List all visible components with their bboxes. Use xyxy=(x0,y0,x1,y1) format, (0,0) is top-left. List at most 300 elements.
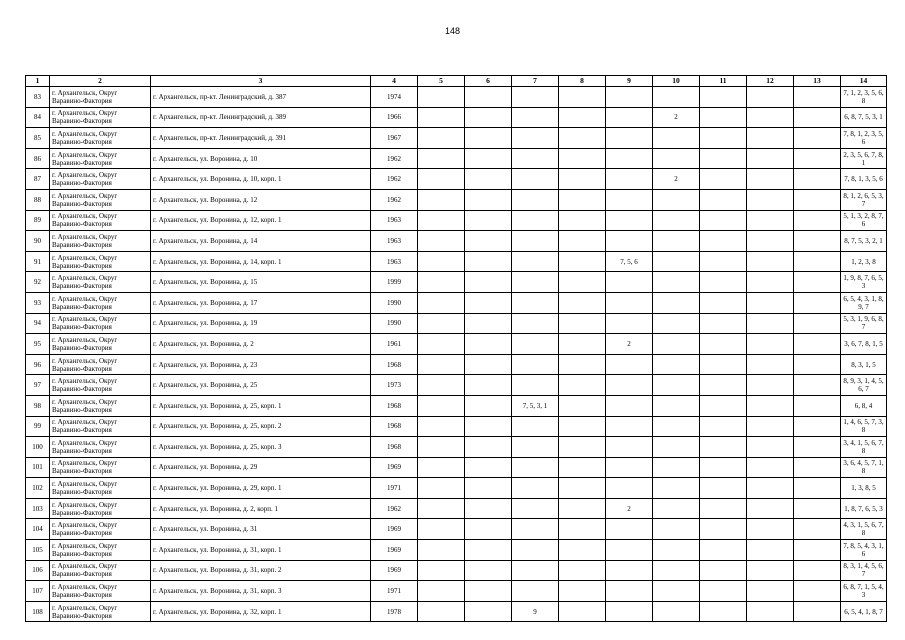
table-cell-col-11 xyxy=(700,251,747,272)
table-cell-col-8 xyxy=(559,231,606,252)
table-cell-col-13 xyxy=(794,519,841,540)
table-cell-col-4: 1969 xyxy=(371,540,418,561)
table-cell-col-9 xyxy=(606,457,653,478)
page-number: 148 xyxy=(444,26,461,36)
table-cell-col-11 xyxy=(700,148,747,169)
table-cell-col-2: г. Архангельск, Округ Варавино-Фактория xyxy=(50,498,151,519)
table-cell-col-7 xyxy=(512,519,559,540)
table-cell-col-4: 1962 xyxy=(371,498,418,519)
column-header-7: 7 xyxy=(512,76,559,87)
table-cell-col-6 xyxy=(465,292,512,313)
table-cell-col-9: 2 xyxy=(606,498,653,519)
table-cell-col-10 xyxy=(653,601,700,622)
column-header-4: 4 xyxy=(371,76,418,87)
table-cell-col-10 xyxy=(653,334,700,355)
table-cell-col-6 xyxy=(465,601,512,622)
table-cell-col-8 xyxy=(559,313,606,334)
table-row xyxy=(26,416,887,437)
table-cell-col-2: г. Архангельск, Округ Варавино-Фактория xyxy=(50,560,151,581)
table-cell-col-9 xyxy=(606,107,653,128)
table-cell-col-7 xyxy=(512,498,559,519)
table-cell-col-11 xyxy=(700,313,747,334)
table-row xyxy=(26,87,887,108)
table-row xyxy=(26,519,887,540)
table-cell-col-3: г. Архангельск, ул. Воронина, д. 2 xyxy=(151,334,371,355)
table-cell-col-9 xyxy=(606,601,653,622)
table-cell-col-9 xyxy=(606,416,653,437)
table-cell-col-1: 99 xyxy=(26,416,50,437)
header-row xyxy=(26,76,887,87)
table-cell-col-10 xyxy=(653,148,700,169)
table-cell-col-9 xyxy=(606,395,653,416)
table-cell-col-12 xyxy=(747,540,794,561)
table-cell-col-14: 3, 6, 4, 5, 7, 1, 8 xyxy=(841,457,887,478)
table-cell-col-6 xyxy=(465,478,512,499)
table-cell-col-1: 84 xyxy=(26,107,50,128)
table-cell-col-8 xyxy=(559,189,606,210)
table-cell-col-11 xyxy=(700,334,747,355)
table-cell-col-10: 2 xyxy=(653,107,700,128)
table-cell-col-7 xyxy=(512,354,559,375)
table-cell-col-10 xyxy=(653,87,700,108)
table-cell-col-11 xyxy=(700,601,747,622)
table-cell-col-1: 92 xyxy=(26,272,50,293)
table-cell-col-10 xyxy=(653,519,700,540)
table-cell-col-11 xyxy=(700,395,747,416)
table-cell-col-7 xyxy=(512,189,559,210)
table-cell-col-10 xyxy=(653,498,700,519)
table-cell-col-4: 1961 xyxy=(371,334,418,355)
table-cell-col-3: г. Архангельск, ул. Воронина, д. 14, корп. 1 xyxy=(151,251,371,272)
table-cell-col-2: г. Архангельск, Округ Варавино-Фактория xyxy=(50,107,151,128)
table-cell-col-12 xyxy=(747,334,794,355)
table-cell-col-3: г. Архангельск, ул. Воронина, д. 31, корп. 3 xyxy=(151,581,371,602)
table-cell-col-13 xyxy=(794,560,841,581)
table-cell-col-10 xyxy=(653,560,700,581)
table-cell-col-13 xyxy=(794,169,841,190)
table-cell-col-13 xyxy=(794,457,841,478)
table-cell-col-4: 1962 xyxy=(371,189,418,210)
table-cell-col-10 xyxy=(653,210,700,231)
table-row xyxy=(26,148,887,169)
table-cell-col-14: 1, 9, 8, 7, 6, 5, 3 xyxy=(841,272,887,293)
table-cell-col-7 xyxy=(512,292,559,313)
table-cell-col-7: 7, 5, 3, 1 xyxy=(512,395,559,416)
table-cell-col-11 xyxy=(700,581,747,602)
table-cell-col-7 xyxy=(512,148,559,169)
table-cell-col-4: 1971 xyxy=(371,478,418,499)
table-cell-col-8 xyxy=(559,251,606,272)
table-cell-col-3: г. Архангельск, ул. Воронина, д. 17 xyxy=(151,292,371,313)
table-cell-col-5 xyxy=(418,395,465,416)
table-cell-col-7: 9 xyxy=(512,601,559,622)
table-cell-col-5 xyxy=(418,375,465,396)
table-cell-col-5 xyxy=(418,519,465,540)
table-cell-col-10: 2 xyxy=(653,169,700,190)
table-cell-col-8 xyxy=(559,375,606,396)
table-cell-col-1: 93 xyxy=(26,292,50,313)
table-cell-col-6 xyxy=(465,498,512,519)
table-cell-col-12 xyxy=(747,581,794,602)
table-cell-col-7 xyxy=(512,375,559,396)
table-cell-col-8 xyxy=(559,354,606,375)
table-cell-col-5 xyxy=(418,292,465,313)
table-cell-col-7 xyxy=(512,87,559,108)
table-cell-col-11 xyxy=(700,354,747,375)
table-cell-col-3: г. Архангельск, ул. Воронина, д. 23 xyxy=(151,354,371,375)
table-cell-col-8 xyxy=(559,128,606,149)
table-cell-col-8 xyxy=(559,210,606,231)
table-cell-col-3: г. Архангельск, пр-кт. Ленинградский, д. 389 xyxy=(151,107,371,128)
table-cell-col-7 xyxy=(512,272,559,293)
table-row xyxy=(26,313,887,334)
table-cell-col-13 xyxy=(794,540,841,561)
table-cell-col-13 xyxy=(794,375,841,396)
table-cell-col-8 xyxy=(559,540,606,561)
table-cell-col-2: г. Архангельск, Округ Варавино-Фактория xyxy=(50,87,151,108)
table-cell-col-4: 1969 xyxy=(371,457,418,478)
table-cell-col-5 xyxy=(418,128,465,149)
table-cell-col-2: г. Архангельск, Округ Варавино-Фактория xyxy=(50,128,151,149)
table-cell-col-5 xyxy=(418,189,465,210)
table-cell-col-10 xyxy=(653,540,700,561)
table-cell-col-6 xyxy=(465,457,512,478)
table-cell-col-13 xyxy=(794,416,841,437)
table-cell-col-10 xyxy=(653,354,700,375)
table-cell-col-9: 7, 5, 6 xyxy=(606,251,653,272)
table-cell-col-1: 87 xyxy=(26,169,50,190)
table-cell-col-2: г. Архангельск, Округ Варавино-Фактория xyxy=(50,354,151,375)
table-row xyxy=(26,601,887,622)
table-cell-col-14: 1, 3, 8, 5 xyxy=(841,478,887,499)
table-cell-col-3: г. Архангельск, ул. Воронина, д. 25, корп. 3 xyxy=(151,437,371,458)
table-cell-col-9 xyxy=(606,87,653,108)
table-cell-col-10 xyxy=(653,189,700,210)
table-cell-col-6 xyxy=(465,519,512,540)
table-cell-col-2: г. Архангельск, Округ Варавино-Фактория xyxy=(50,210,151,231)
table-row xyxy=(26,354,887,375)
table-cell-col-5 xyxy=(418,272,465,293)
table-cell-col-7 xyxy=(512,560,559,581)
table-cell-col-11 xyxy=(700,457,747,478)
table-cell-col-13 xyxy=(794,231,841,252)
table-cell-col-12 xyxy=(747,169,794,190)
table-cell-col-3: г. Архангельск, ул. Воронина, д. 10, корп. 1 xyxy=(151,169,371,190)
table-cell-col-3: г. Архангельск, ул. Воронина, д. 2, корп. 1 xyxy=(151,498,371,519)
table-cell-col-8 xyxy=(559,437,606,458)
table-cell-col-1: 88 xyxy=(26,189,50,210)
table-cell-col-5 xyxy=(418,210,465,231)
table-cell-col-7 xyxy=(512,210,559,231)
table-cell-col-3: г. Архангельск, ул. Воронина, д. 29, корп. 1 xyxy=(151,478,371,499)
table-cell-col-13 xyxy=(794,189,841,210)
table-cell-col-4: 1971 xyxy=(371,581,418,602)
table-cell-col-6 xyxy=(465,189,512,210)
table-cell-col-6 xyxy=(465,334,512,355)
table-cell-col-5 xyxy=(418,581,465,602)
table-cell-col-4: 1990 xyxy=(371,292,418,313)
table-row xyxy=(26,560,887,581)
table-cell-col-11 xyxy=(700,375,747,396)
table-cell-col-14: 6, 8, 4 xyxy=(841,395,887,416)
table-cell-col-11 xyxy=(700,128,747,149)
table-cell-col-12 xyxy=(747,272,794,293)
table-cell-col-14: 7, 8, 1, 2, 3, 5, 6 xyxy=(841,128,887,149)
table-cell-col-6 xyxy=(465,210,512,231)
column-header-6: 6 xyxy=(465,76,512,87)
column-header-10: 10 xyxy=(653,76,700,87)
table-cell-col-2: г. Архангельск, Округ Варавино-Фактория xyxy=(50,540,151,561)
table-cell-col-6 xyxy=(465,87,512,108)
table-cell-col-10 xyxy=(653,457,700,478)
table-cell-col-2: г. Архангельск, Округ Варавино-Фактория xyxy=(50,416,151,437)
table-cell-col-8 xyxy=(559,107,606,128)
table-cell-col-1: 105 xyxy=(26,540,50,561)
table-cell-col-2: г. Архангельск, Округ Варавино-Фактория xyxy=(50,292,151,313)
table-row xyxy=(26,231,887,252)
table-cell-col-3: г. Архангельск, ул. Воронина, д. 12 xyxy=(151,189,371,210)
table-cell-col-1: 96 xyxy=(26,354,50,375)
table-cell-col-1: 97 xyxy=(26,375,50,396)
table-cell-col-5 xyxy=(418,416,465,437)
table-cell-col-11 xyxy=(700,540,747,561)
table-cell-col-8 xyxy=(559,416,606,437)
table-row xyxy=(26,107,887,128)
table-cell-col-6 xyxy=(465,107,512,128)
table-cell-col-2: г. Архангельск, Округ Варавино-Фактория xyxy=(50,251,151,272)
table-cell-col-8 xyxy=(559,478,606,499)
table-cell-col-10 xyxy=(653,231,700,252)
table-cell-col-1: 104 xyxy=(26,519,50,540)
table-cell-col-9 xyxy=(606,210,653,231)
table-cell-col-1: 100 xyxy=(26,437,50,458)
table-cell-col-9 xyxy=(606,519,653,540)
table-cell-col-14: 8, 3, 1, 5 xyxy=(841,354,887,375)
table-cell-col-7 xyxy=(512,478,559,499)
table-cell-col-12 xyxy=(747,128,794,149)
table-cell-col-11 xyxy=(700,437,747,458)
table-cell-col-12 xyxy=(747,560,794,581)
table-cell-col-8 xyxy=(559,560,606,581)
table-cell-col-7 xyxy=(512,251,559,272)
table-cell-col-4: 1968 xyxy=(371,354,418,375)
table-cell-col-13 xyxy=(794,292,841,313)
table-cell-col-11 xyxy=(700,231,747,252)
table-cell-col-4: 1968 xyxy=(371,437,418,458)
table-row xyxy=(26,210,887,231)
table-cell-col-2: г. Архангельск, Округ Варавино-Фактория xyxy=(50,169,151,190)
table-row xyxy=(26,540,887,561)
table-cell-col-3: г. Архангельск, ул. Воронина, д. 31, корп. 1 xyxy=(151,540,371,561)
table-cell-col-8 xyxy=(559,334,606,355)
table-cell-col-11 xyxy=(700,272,747,293)
table-cell-col-13 xyxy=(794,87,841,108)
table-row xyxy=(26,251,887,272)
table-cell-col-7 xyxy=(512,107,559,128)
table-cell-col-9 xyxy=(606,189,653,210)
table-cell-col-7 xyxy=(512,231,559,252)
table-cell-col-2: г. Архангельск, Округ Варавино-Фактория xyxy=(50,313,151,334)
table-cell-col-6 xyxy=(465,169,512,190)
table-cell-col-10 xyxy=(653,251,700,272)
table-cell-col-8 xyxy=(559,292,606,313)
table-cell-col-1: 83 xyxy=(26,87,50,108)
table-cell-col-6 xyxy=(465,581,512,602)
table-cell-col-12 xyxy=(747,498,794,519)
table-cell-col-2: г. Архангельск, Округ Варавино-Фактория xyxy=(50,478,151,499)
table-cell-col-5 xyxy=(418,457,465,478)
table-cell-col-13 xyxy=(794,478,841,499)
table-cell-col-7 xyxy=(512,437,559,458)
table-cell-col-7 xyxy=(512,128,559,149)
table-cell-col-9 xyxy=(606,313,653,334)
table-cell-col-13 xyxy=(794,395,841,416)
table-cell-col-3: г. Архангельск, ул. Воронина, д. 15 xyxy=(151,272,371,293)
table-cell-col-5 xyxy=(418,87,465,108)
table-cell-col-2: г. Архангельск, Округ Варавино-Фактория xyxy=(50,601,151,622)
table-cell-col-12 xyxy=(747,231,794,252)
table-cell-col-10 xyxy=(653,272,700,293)
table-cell-col-14: 6, 5, 4, 3, 1, 8, 9, 7 xyxy=(841,292,887,313)
table-cell-col-10 xyxy=(653,395,700,416)
table-row xyxy=(26,189,887,210)
table-row xyxy=(26,375,887,396)
table-cell-col-7 xyxy=(512,581,559,602)
table-cell-col-1: 85 xyxy=(26,128,50,149)
table-cell-col-14: 8, 3, 1, 4, 5, 6, 7 xyxy=(841,560,887,581)
table-cell-col-6 xyxy=(465,416,512,437)
table-cell-col-10 xyxy=(653,292,700,313)
column-header-5: 5 xyxy=(418,76,465,87)
table-cell-col-10 xyxy=(653,375,700,396)
table-cell-col-13 xyxy=(794,601,841,622)
table-cell-col-5 xyxy=(418,601,465,622)
table-cell-col-8 xyxy=(559,87,606,108)
table-cell-col-5 xyxy=(418,354,465,375)
table-cell-col-3: г. Архангельск, ул. Воронина, д. 19 xyxy=(151,313,371,334)
table-cell-col-4: 1974 xyxy=(371,87,418,108)
table-cell-col-14: 6, 8, 7, 1, 5, 4, 3 xyxy=(841,581,887,602)
table-cell-col-14: 1, 4, 6, 5, 7, 3, 8 xyxy=(841,416,887,437)
table-cell-col-4: 1967 xyxy=(371,128,418,149)
table-cell-col-7 xyxy=(512,334,559,355)
table-cell-col-1: 90 xyxy=(26,231,50,252)
table-cell-col-12 xyxy=(747,457,794,478)
table-row xyxy=(26,128,887,149)
table-cell-col-6 xyxy=(465,395,512,416)
table-cell-col-2: г. Архангельск, Округ Варавино-Фактория xyxy=(50,581,151,602)
table-cell-col-9 xyxy=(606,375,653,396)
table-cell-col-4: 1962 xyxy=(371,169,418,190)
table-cell-col-7 xyxy=(512,540,559,561)
table-cell-col-1: 107 xyxy=(26,581,50,602)
table-cell-col-12 xyxy=(747,395,794,416)
table-cell-col-5 xyxy=(418,437,465,458)
table-cell-col-8 xyxy=(559,457,606,478)
table-cell-col-7 xyxy=(512,169,559,190)
table-cell-col-8 xyxy=(559,498,606,519)
table-cell-col-10 xyxy=(653,313,700,334)
table-cell-col-14: 3, 4, 1, 5, 6, 7, 8 xyxy=(841,437,887,458)
table-cell-col-14: 6, 8, 7, 5, 3, 1 xyxy=(841,107,887,128)
table-cell-col-6 xyxy=(465,251,512,272)
table-cell-col-6 xyxy=(465,128,512,149)
table-cell-col-3: г. Архангельск, ул. Воронина, д. 25, корп. 2 xyxy=(151,416,371,437)
table-cell-col-14: 5, 3, 1, 9, 6, 8, 7 xyxy=(841,313,887,334)
table-cell-col-3: г. Архангельск, ул. Воронина, д. 25 xyxy=(151,375,371,396)
table-cell-col-9 xyxy=(606,560,653,581)
table-cell-col-10 xyxy=(653,581,700,602)
table-cell-col-13 xyxy=(794,148,841,169)
table-cell-col-1: 101 xyxy=(26,457,50,478)
column-header-11: 11 xyxy=(700,76,747,87)
table-cell-col-6 xyxy=(465,148,512,169)
table-cell-col-11 xyxy=(700,169,747,190)
table-cell-col-12 xyxy=(747,189,794,210)
table-cell-col-5 xyxy=(418,560,465,581)
table-cell-col-12 xyxy=(747,148,794,169)
table-cell-col-5 xyxy=(418,148,465,169)
table-cell-col-4: 1969 xyxy=(371,519,418,540)
table-cell-col-3: г. Архангельск, пр-кт. Ленинградский, д. 391 xyxy=(151,128,371,149)
table-cell-col-14: 7, 1, 2, 3, 5, 6, 8 xyxy=(841,87,887,108)
table-cell-col-9 xyxy=(606,292,653,313)
table-cell-col-10 xyxy=(653,416,700,437)
table-cell-col-13 xyxy=(794,437,841,458)
table-cell-col-8 xyxy=(559,581,606,602)
table-cell-col-7 xyxy=(512,313,559,334)
table-cell-col-4: 1963 xyxy=(371,251,418,272)
table-cell-col-6 xyxy=(465,375,512,396)
table-row xyxy=(26,437,887,458)
table-cell-col-6 xyxy=(465,437,512,458)
table-cell-col-3: г. Архангельск, ул. Воронина, д. 31 xyxy=(151,519,371,540)
column-header-1: 1 xyxy=(26,76,50,87)
column-header-12: 12 xyxy=(747,76,794,87)
table-cell-col-3: г. Архангельск, ул. Воронина, д. 32, корп. 1 xyxy=(151,601,371,622)
table-cell-col-9 xyxy=(606,540,653,561)
table-cell-col-1: 95 xyxy=(26,334,50,355)
table-cell-col-12 xyxy=(747,416,794,437)
table-cell-col-3: г. Архангельск, ул. Воронина, д. 31, корп. 2 xyxy=(151,560,371,581)
table-cell-col-14: 4, 3, 1, 5, 6, 7, 8 xyxy=(841,519,887,540)
table-cell-col-8 xyxy=(559,148,606,169)
table-row xyxy=(26,272,887,293)
table-cell-col-14: 2, 3, 5, 6, 7, 8, 1 xyxy=(841,148,887,169)
column-header-14: 14 xyxy=(841,76,887,87)
table-cell-col-14: 3, 6, 7, 8, 1, 5 xyxy=(841,334,887,355)
table-cell-col-13 xyxy=(794,498,841,519)
table-cell-col-12 xyxy=(747,87,794,108)
table-cell-col-13 xyxy=(794,334,841,355)
table-cell-col-13 xyxy=(794,272,841,293)
table-cell-col-9 xyxy=(606,272,653,293)
table-cell-col-5 xyxy=(418,334,465,355)
table-cell-col-4: 1969 xyxy=(371,560,418,581)
table-cell-col-4: 1978 xyxy=(371,601,418,622)
table-row xyxy=(26,395,887,416)
table-cell-col-5 xyxy=(418,313,465,334)
table-cell-col-4: 1990 xyxy=(371,313,418,334)
table-cell-col-12 xyxy=(747,375,794,396)
table-cell-col-3: г. Архангельск, ул. Воронина, д. 25, корп. 1 xyxy=(151,395,371,416)
column-header-3: 3 xyxy=(151,76,371,87)
table-cell-col-9 xyxy=(606,231,653,252)
table-cell-col-12 xyxy=(747,354,794,375)
table-cell-col-14: 8, 1, 2, 6, 5, 3, 7 xyxy=(841,189,887,210)
table-row xyxy=(26,169,887,190)
table-cell-col-13 xyxy=(794,107,841,128)
